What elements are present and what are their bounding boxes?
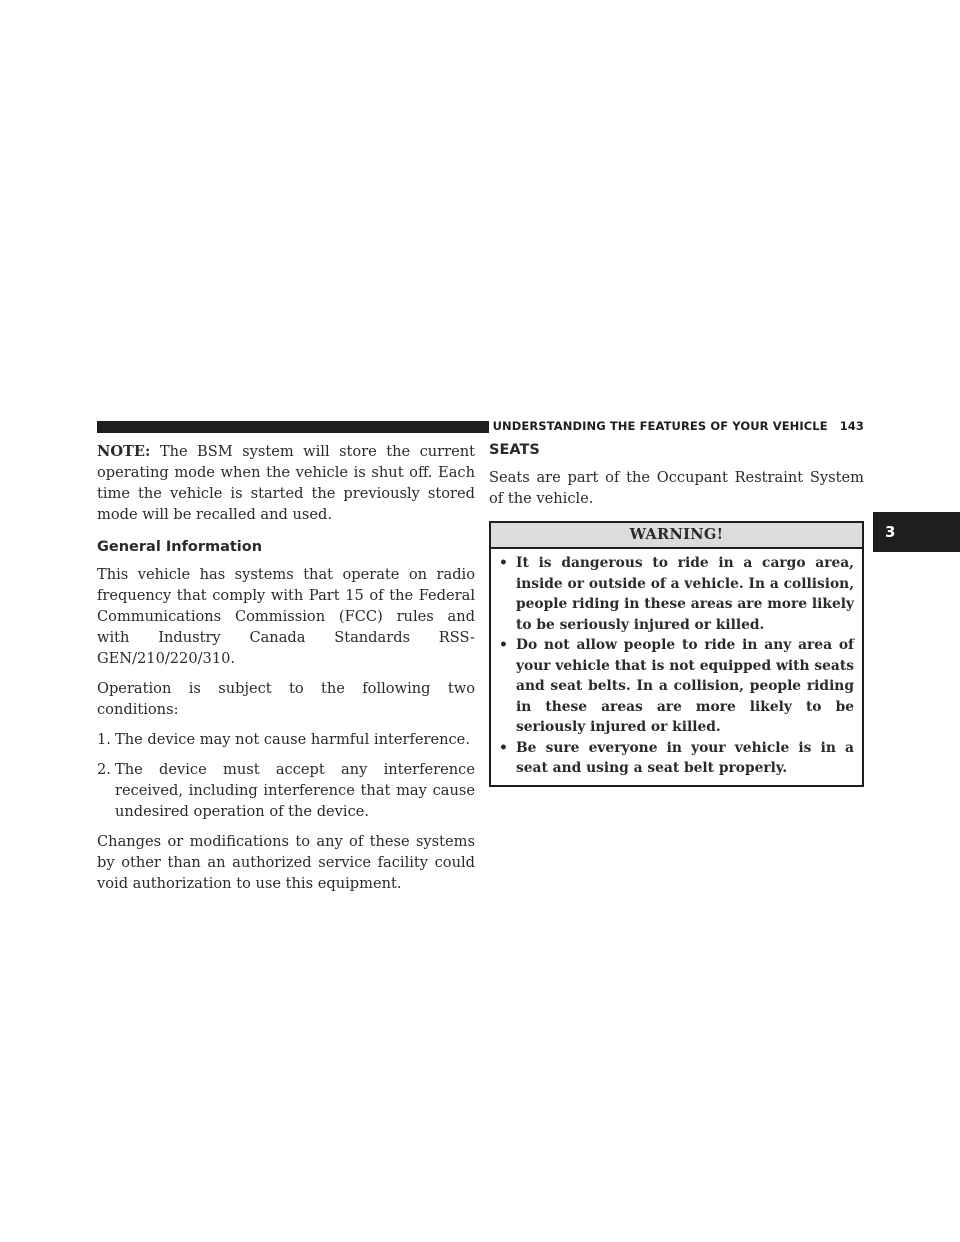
subheading-general-information: General Information <box>97 539 263 555</box>
warning-title: WARNING! <box>491 523 862 549</box>
list-number: 1. <box>97 731 111 748</box>
bullet-icon: • <box>499 555 508 571</box>
right-column <box>489 441 864 787</box>
note-paragraph <box>97 441 475 525</box>
page-header <box>492 419 864 433</box>
bullet-icon: • <box>499 637 508 653</box>
warning-text: It is dangerous to ride in a cargo area, inside or outside of a vehicle. In a collision, people riding in these areas are more likely to be seriously injured or killed. <box>516 555 854 633</box>
warning-item <box>499 553 854 635</box>
warning-text: Be sure everyone in your vehicle is in a seat and using a seat belt properly. <box>516 739 854 776</box>
warning-item <box>499 738 854 779</box>
list-item <box>97 729 475 750</box>
list-number: 2. <box>97 761 111 778</box>
section-title: UNDERSTANDING THE FEATURES OF YOUR VEHICLE <box>492 419 828 433</box>
paragraph-seats-intro: Seats are part of the Occupant Restraint System of the vehicle. <box>489 469 864 507</box>
list-text: The device must accept any interference received, including interference that may cause undesired operation of the device. <box>115 761 475 820</box>
paragraph-conditions: Operation is subject to the following two conditions: <box>97 680 475 718</box>
header-bar <box>97 421 489 433</box>
bullet-icon: • <box>499 739 508 756</box>
conditions-list <box>97 729 475 822</box>
note-label: NOTE: <box>97 443 151 460</box>
note-text: The BSM system will store the current operating mode when the vehicle is shut off. Each time the vehicle is started the previously stored mode will be recalled and used. <box>97 443 475 523</box>
warning-box <box>489 521 864 787</box>
warning-text: Do not allow people to ride in any area of your vehicle that is not equipped with seats and seat belts. In a collision, people riding in these areas are more likely to be seriously injured or killed. <box>516 637 854 735</box>
warning-item <box>499 635 854 738</box>
list-item <box>97 759 475 822</box>
paragraph-fcc: This vehicle has systems that operate on radio frequency that comply with Part 15 of the Federal Communications Commission (FCC) rules and with Industry Canada Standards RSS- GEN/210/220/310. <box>97 566 475 667</box>
warning-list <box>491 549 862 785</box>
section-heading-seats: SEATS <box>489 442 540 458</box>
list-text: The device may not cause harmful interference. <box>115 731 470 748</box>
page-number: 143 <box>839 419 864 433</box>
left-column <box>97 441 475 894</box>
chapter-tab[interactable]: 3 <box>873 512 960 552</box>
paragraph-modifications: Changes or modifications to any of these systems by other than an authorized service facility could void authorization to use this equipment. <box>97 833 475 892</box>
